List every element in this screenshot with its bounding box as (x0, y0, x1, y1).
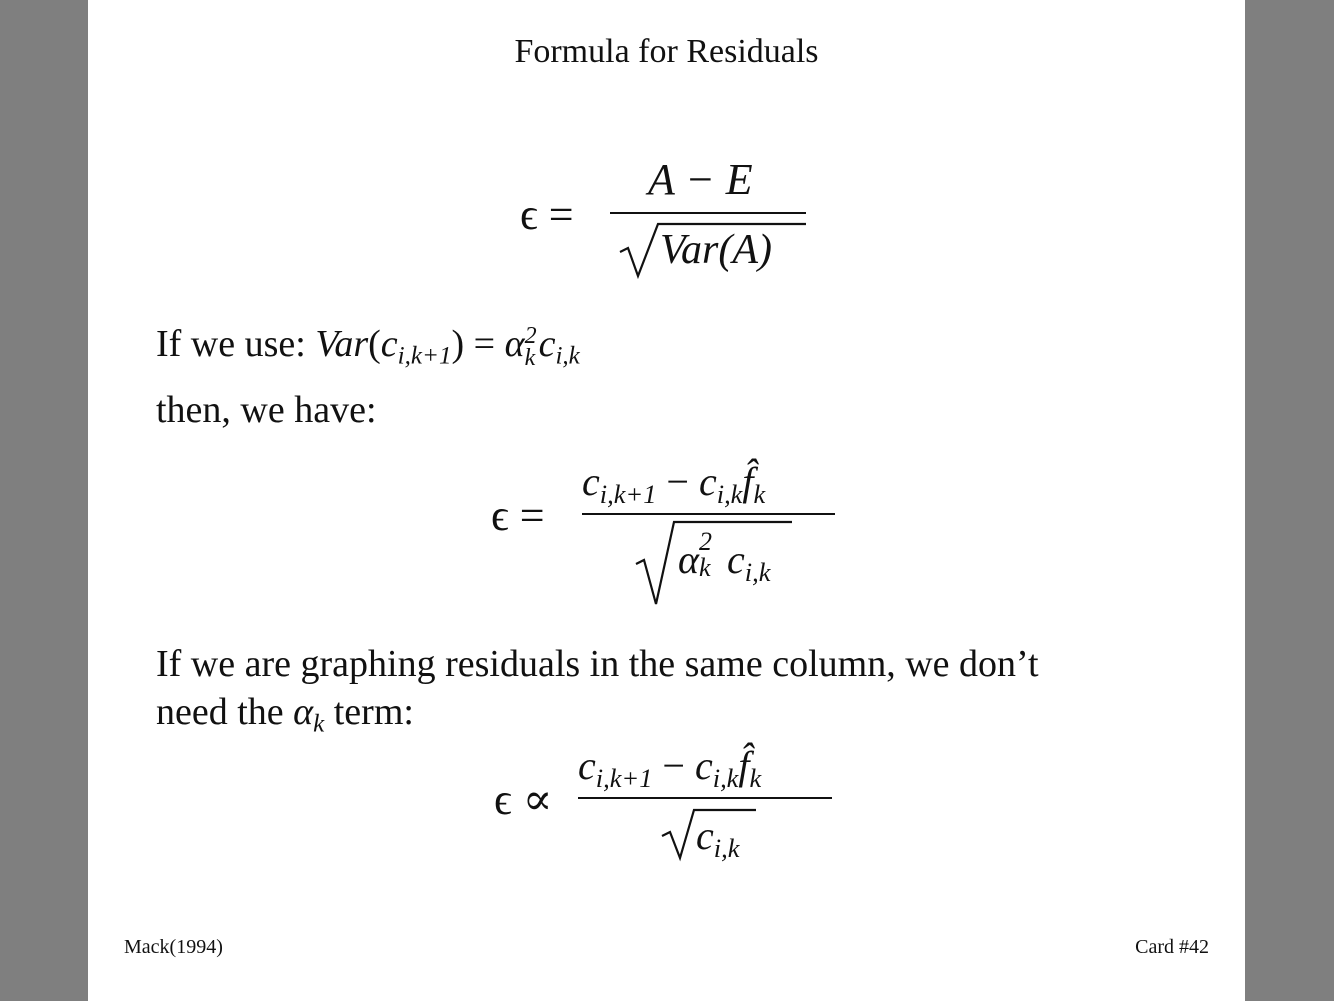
math-close-paren: ) (451, 323, 465, 365)
formula3-c1-subscript: i,k+1 (595, 762, 653, 793)
paragraph-line-2 (156, 688, 414, 749)
formula1-numerator: A − E (648, 155, 753, 204)
footer-citation: Mack(1994) (124, 936, 223, 958)
math-c2: c (538, 323, 556, 365)
math-c2-subscript: i,k (555, 342, 580, 370)
math-equals: = (473, 323, 496, 365)
formula2-lhs: ϵ = (491, 491, 545, 540)
formula3-c2-subscript: i,k (712, 762, 739, 793)
paragraph-suffix: term: (333, 691, 414, 733)
math-c: c (380, 323, 398, 365)
formula3-c-subscript: i,k (713, 832, 740, 863)
math-open-paren: ( (368, 323, 381, 365)
formula1-denominator: Var(A) (660, 227, 772, 273)
formula3-numerator (578, 742, 761, 794)
formula3-f: f̂ (738, 743, 750, 788)
formula3-denominator (696, 812, 739, 864)
paragraph-alpha-subscript: k (313, 710, 325, 738)
formula1-lhs: ϵ = (520, 190, 574, 239)
formula2-minus: − (666, 459, 689, 504)
formula2-f-subscript: k (753, 478, 766, 509)
formula3-f-subscript: k (749, 762, 762, 793)
math-alpha: α (504, 323, 525, 365)
page (88, 0, 1245, 1001)
math-alpha-superscript: 2 (524, 323, 537, 349)
formula2-c1: c (582, 459, 600, 504)
formula3-lhs: ϵ ∝ (494, 775, 553, 824)
formula2-alpha-subscript: k (699, 553, 711, 582)
formula2-c: c (727, 537, 745, 582)
formula3-c1: c (578, 743, 596, 788)
math-c-subscript: i,k+1 (397, 342, 452, 370)
formula2-c-subscript: i,k (744, 556, 771, 587)
math-var: Var (315, 323, 369, 365)
page-title: Formula for Residuals (514, 33, 819, 70)
paragraph-alpha: α (293, 691, 314, 733)
formula3-fraction-bar (578, 797, 832, 799)
math-alpha-subscript: k (524, 345, 536, 371)
footer-card-number: Card #42 (1135, 936, 1209, 958)
condition-line (156, 320, 580, 381)
formula3-c2: c (694, 743, 713, 788)
formula2-fraction-bar (582, 513, 835, 515)
paragraph-line-1: If we are graphing residuals in the same column, we don’t (156, 643, 1039, 685)
formula3-c: c (696, 813, 714, 858)
paragraph-prefix: need the (156, 691, 284, 733)
formula2-f: f̂ (742, 459, 754, 504)
formula1-fraction-bar (610, 212, 806, 214)
formula2-alpha: α (678, 537, 699, 582)
formula2-c2: c (698, 459, 717, 504)
formula2-numerator (582, 458, 765, 510)
formula2-alpha-superscript: 2 (699, 527, 712, 556)
formula3-minus: − (662, 743, 685, 788)
formula2-c2-subscript: i,k (716, 478, 743, 509)
formula2-denominator (678, 527, 771, 588)
formula2-c1-subscript: i,k+1 (599, 478, 657, 509)
then-line: then, we have: (156, 389, 377, 431)
condition-prefix: If we use: (156, 323, 306, 365)
